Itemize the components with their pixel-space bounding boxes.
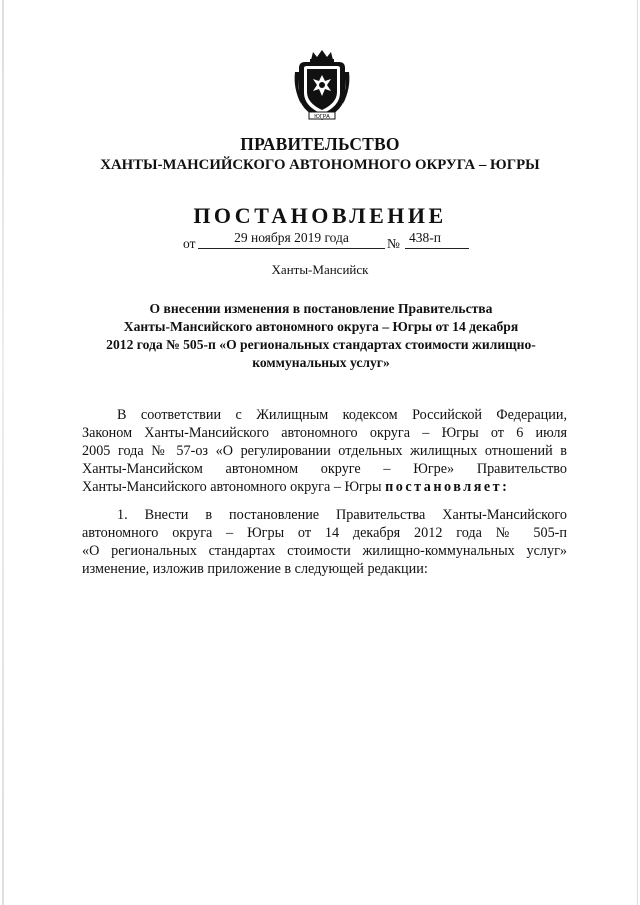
paragraph-line: В соответствии с Жилищным кодексом Российской Федерации, bbox=[117, 407, 567, 423]
number-prefix: № bbox=[387, 236, 400, 251]
paragraph-line: Ханты-Мансийском автономном округе – Югре» Правительство bbox=[82, 461, 567, 477]
subject-line: О внесении изменения в постановление Правительства bbox=[149, 301, 493, 316]
org-subtitle: ХАНТЫ-МАНСИЙСКОГО АВТОНОМНОГО ОКРУГА – ЮГРЫ bbox=[100, 157, 540, 173]
paragraph-line-text: Ханты-Мансийского автономного округа – Югры bbox=[82, 479, 382, 495]
org-title: ПРАВИТЕЛЬСТВО bbox=[240, 134, 400, 154]
city: Ханты-Мансийск bbox=[271, 262, 369, 277]
paragraph-line: автономного округа – Югры от 14 декабря 2012 года № 505-п bbox=[82, 525, 567, 541]
paragraph-line: «О региональных стандартах стоимости жилищно-коммунальных услуг» bbox=[82, 543, 567, 559]
paragraph-line: 1. Внести в постановление Правительства Ханты-Мансийского bbox=[117, 507, 567, 523]
document-subject bbox=[80, 300, 562, 372]
document-type: ПОСТАНОВЛЕНИЕ bbox=[193, 203, 447, 228]
paragraph-line-last bbox=[82, 478, 567, 496]
decree-keyword: постановляет: bbox=[385, 479, 510, 495]
preamble-paragraph bbox=[82, 406, 567, 496]
paragraph-line: изменение, изложив приложение в следующей редакции: bbox=[82, 561, 428, 577]
paragraph-line: 2005 года № 57-оз «О регулировании отдельных жилищных отношений в bbox=[82, 443, 567, 459]
paragraph-line: Законом Ханты-Мансийского автономного округа – Югры от 6 июля bbox=[82, 425, 567, 441]
date-prefix: от bbox=[183, 236, 196, 251]
subject-line: 2012 года № 505-п «О региональных стандартах стоимости жилищно- bbox=[106, 337, 536, 352]
coat-of-arms-icon bbox=[291, 48, 353, 124]
date-number-line bbox=[175, 231, 475, 253]
document-number: 438-п bbox=[405, 230, 469, 249]
subject-line: коммунальных услуг» bbox=[252, 355, 390, 370]
subject-line: Ханты-Мансийского автономного округа – Югры от 14 декабря bbox=[123, 319, 519, 334]
document-date: 29 ноября 2019 года bbox=[198, 230, 385, 249]
emblem-caption: ЮГРА bbox=[314, 114, 330, 120]
clause-paragraph bbox=[82, 506, 567, 578]
